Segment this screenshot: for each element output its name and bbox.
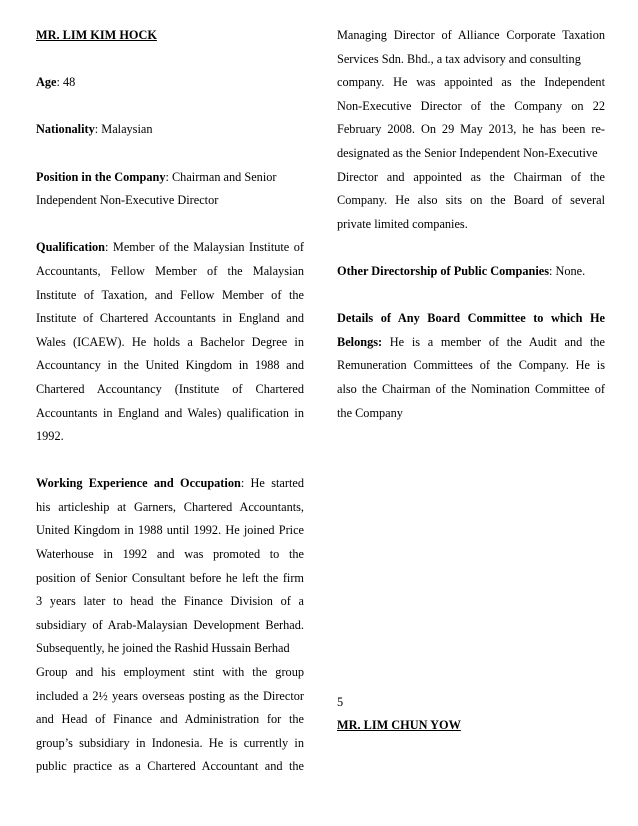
qualification-line: Accountants in England and Wales) qualification in xyxy=(36,405,304,420)
working-line: public practice as a Chartered Accountant and the xyxy=(36,759,304,774)
working-line: subsidiary of Arab-Malaysian Development Berhad. xyxy=(36,617,304,632)
continued-line: February 2008. On 29 May 2013, he has been re- xyxy=(337,122,605,137)
working-line: Subsequently, he joined the Rashid Hussain Berhad xyxy=(36,641,290,656)
left-column xyxy=(36,24,304,779)
qualification-line: Institute of Taxation, and Fellow Member of the xyxy=(36,287,304,302)
nationality-row: Nationality: Malaysian xyxy=(36,122,153,137)
age-row: Age: 48 xyxy=(36,75,76,90)
working-line: United Kingdom in 1988 until 1992. He joined Price xyxy=(36,523,304,538)
working-line: included a 2½ years overseas posting as the Director xyxy=(36,688,304,703)
working-line: Group and his employment stint with the group xyxy=(36,665,304,680)
continued-line: Company. He also sits on the Board of several xyxy=(337,193,605,208)
committee-row: Belongs: He is a member of the Audit and the xyxy=(337,334,605,349)
other-directorship-row: Other Directorship of Public Companies: None. xyxy=(337,263,586,278)
continued-line: Services Sdn. Bhd., a tax advisory and consulting xyxy=(337,51,581,66)
director-name: MR. LIM KIM HOCK xyxy=(36,28,157,42)
qualification-line: Wales (ICAEW). He holds a Bachelor Degree in xyxy=(36,334,304,349)
working-line: Waterhouse in 1992 and was promoted to the xyxy=(36,547,304,562)
committee-line: also the Chairman of the Nomination Committee of xyxy=(337,381,605,396)
working-experience-row: Working Experience and Occupation: He started xyxy=(36,476,304,491)
qualification-line: Institute of Chartered Accountants in England and xyxy=(36,311,304,326)
committee-line: the Company xyxy=(337,405,403,420)
working-line: his articleship at Garners, Chartered Accountants, xyxy=(36,499,304,514)
working-line: 3 years later to head the Finance Division of a xyxy=(36,594,304,609)
working-line: and Head of Finance and Administration for the xyxy=(36,712,304,727)
qualification-line: Accountancy in the United Kingdom in 1988 and xyxy=(36,358,304,373)
committee-line: Remuneration Committees of the Company. He is xyxy=(337,358,605,373)
position-line: Independent Non-Executive Director xyxy=(36,193,219,208)
continued-line: company. He was appointed as the Independent xyxy=(337,75,605,90)
right-column xyxy=(337,24,605,425)
continued-line: private limited companies. xyxy=(337,216,468,231)
qualification-line: Chartered Accountancy (Institute of Chartered xyxy=(36,381,304,396)
qualification-line: 1992. xyxy=(36,429,64,444)
next-director-name: MR. LIM CHUN YOW xyxy=(337,718,461,732)
continued-line: Director and appointed as the Chairman of the xyxy=(337,169,605,184)
qualification-line: Accountants, Fellow Member of the Malaysian xyxy=(36,263,304,278)
continued-line: Non-Executive Director of the Company on 22 xyxy=(337,98,605,113)
qualification-row: Qualification: Member of the Malaysian Institute of xyxy=(36,240,304,255)
committee-heading: Details of Any Board Committee to which He xyxy=(337,311,605,326)
working-line: position of Senior Consultant before he left the firm xyxy=(36,570,304,585)
position-row: Position in the Company: Chairman and Senior xyxy=(36,169,277,184)
page-number: 5 xyxy=(337,695,344,709)
continued-line: designated as the Senior Independent Non-Executive xyxy=(337,145,598,160)
continued-line: Managing Director of Alliance Corporate Taxation xyxy=(337,28,605,42)
working-line: group’s subsidiary in Indonesia. He is currently in xyxy=(36,735,304,750)
